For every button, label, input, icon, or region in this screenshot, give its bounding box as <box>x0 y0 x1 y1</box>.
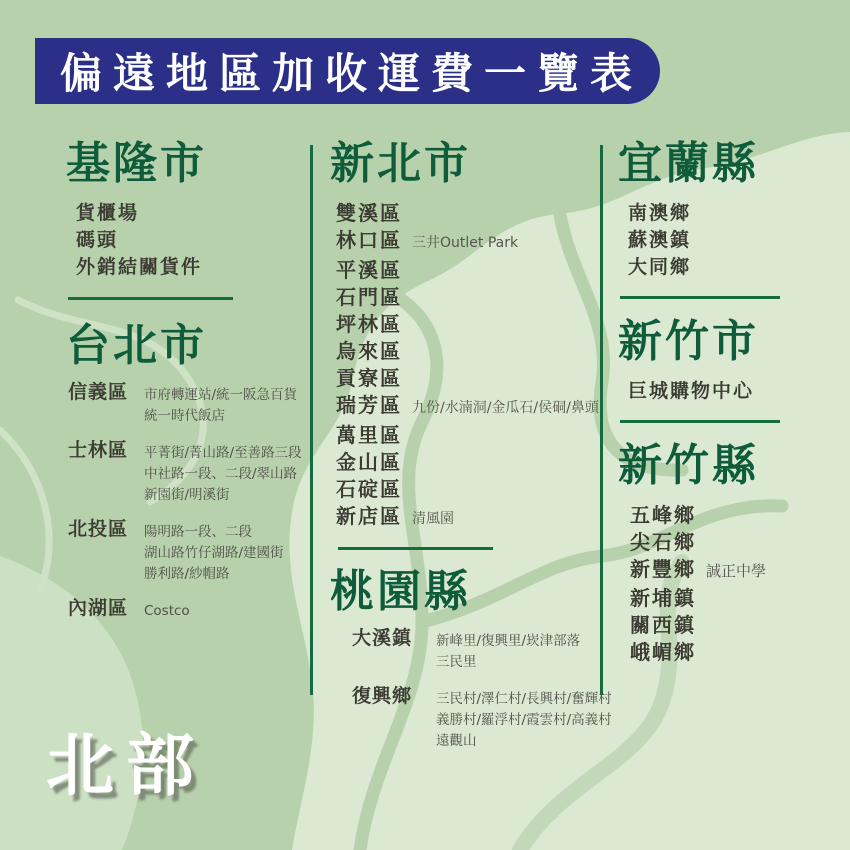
detail-line: 三民村/澤仁村/長興村/奮輝村 <box>436 690 612 707</box>
district-name: 士林區 <box>68 438 129 461</box>
district-detail <box>144 440 302 506</box>
detail-line: Costco <box>144 602 190 619</box>
column-keelung-taipei <box>66 138 312 635</box>
district-name: 烏來區 <box>336 338 402 363</box>
section-hsinchu-city <box>618 316 840 405</box>
detail-line: 勝利路/紗帽路 <box>144 565 230 582</box>
region-label: 北部 <box>46 727 207 806</box>
district-row-neihu <box>68 598 312 622</box>
district-note: 清風園 <box>412 510 454 527</box>
list-item: 外銷結關貨件 <box>76 255 203 278</box>
district-note: 誠正中學 <box>706 561 767 580</box>
district-row <box>330 200 598 227</box>
district-row <box>618 502 840 529</box>
list-item: 南澳鄉 <box>628 201 692 224</box>
detail-line: 新峰里/復興里/崁津部落 <box>436 632 581 649</box>
detail-line: 遠觀山 <box>436 732 477 749</box>
detail-line: 三民里 <box>436 653 477 670</box>
district-name: 萬里區 <box>336 422 402 447</box>
district-name: 平溪區 <box>336 257 402 282</box>
district-row <box>618 556 840 585</box>
district-row <box>330 338 598 365</box>
district-detail <box>144 519 284 585</box>
district-name: 瑞芳區 <box>336 392 402 417</box>
district-detail <box>436 686 612 752</box>
section-title-hsinchu-county: 新竹縣 <box>618 439 759 491</box>
section-title-taipei: 台北市 <box>66 319 207 371</box>
section-divider <box>68 297 233 300</box>
detail-line: 新園街/明溪街 <box>144 486 230 503</box>
district-row <box>330 449 598 476</box>
keelung-item-list <box>66 200 312 281</box>
district-name: 峨嵋鄉 <box>630 639 696 664</box>
detail-line: 中社路一段、二段/翠山路 <box>144 465 298 482</box>
page-title: 偏遠地區加收運費一覽表 <box>60 49 644 98</box>
district-name: 新豐鄉 <box>630 556 696 581</box>
section-title-new-taipei: 新北市 <box>330 138 471 189</box>
section-divider <box>338 547 493 550</box>
district-row <box>618 639 840 666</box>
district-row <box>330 365 598 392</box>
column-newtaipei-taoyuan <box>330 138 612 765</box>
detail-line: 陽明路一段、二段 <box>144 523 252 540</box>
district-row <box>330 392 598 422</box>
district-name: 五峰鄉 <box>630 502 696 527</box>
district-name: 信義區 <box>68 380 129 403</box>
section-divider <box>620 296 780 299</box>
district-name: 北投區 <box>68 517 129 540</box>
district-row <box>330 311 598 338</box>
district-row <box>330 476 598 503</box>
title-banner <box>35 38 660 104</box>
district-detail <box>436 628 580 673</box>
district-row-fuxing <box>332 684 612 752</box>
district-name: 復興鄉 <box>352 684 413 707</box>
section-title-yilan: 宜蘭縣 <box>618 138 759 189</box>
detail-line: 義勝村/羅浮村/霞雲村/高義村 <box>436 711 612 728</box>
district-name: 雙溪區 <box>336 200 402 225</box>
list-item: 巨城購物中心 <box>628 379 755 402</box>
district-row <box>330 503 598 533</box>
district-row-shilin <box>68 440 312 506</box>
detail-line: 統一時代飯店 <box>144 407 225 424</box>
district-row <box>618 529 840 556</box>
section-taoyuan <box>330 565 612 752</box>
section-yilan <box>618 138 840 281</box>
district-name: 新店區 <box>336 503 402 528</box>
hsinchu-city-item-list <box>618 378 840 405</box>
district-row <box>330 227 598 257</box>
district-row-beitou <box>68 519 312 585</box>
district-name: 石門區 <box>336 284 402 309</box>
detail-line: 平菁街/菁山路/至善路三段 <box>144 444 302 461</box>
section-title-keelung: 基隆市 <box>66 138 207 189</box>
district-row <box>618 585 840 612</box>
detail-line: 湖山路竹仔湖路/建國街 <box>144 544 284 561</box>
district-name: 林口區 <box>336 227 402 252</box>
list-item: 貨櫃場 <box>76 201 140 224</box>
section-keelung <box>66 138 312 281</box>
district-name: 內湖區 <box>68 596 129 619</box>
list-item: 蘇澳鎮 <box>628 228 692 251</box>
district-name: 大溪鎮 <box>352 626 413 649</box>
district-name: 貢寮區 <box>336 365 402 390</box>
detail-line: 市府轉運站/統一阪急百貨 <box>144 386 298 403</box>
section-new-taipei <box>330 138 598 533</box>
district-note: 三井Outlet Park <box>412 234 519 251</box>
column-yilan-hsinchu <box>618 138 840 666</box>
district-name: 尖石鄉 <box>630 529 696 554</box>
district-name: 石碇區 <box>336 476 402 501</box>
district-row <box>330 257 598 284</box>
section-hsinchu-county <box>618 440 840 666</box>
district-row-xinyi <box>68 382 312 427</box>
section-title-hsinchu-city: 新竹市 <box>618 315 759 367</box>
district-name: 金山區 <box>336 449 402 474</box>
district-name: 新埔鎮 <box>630 585 696 610</box>
district-row <box>330 422 598 449</box>
section-title-taoyuan: 桃園縣 <box>330 565 471 617</box>
district-detail <box>144 598 190 622</box>
list-item: 碼頭 <box>76 228 119 251</box>
district-name: 坪林區 <box>336 311 402 336</box>
district-name: 關西鎮 <box>630 612 696 637</box>
district-row <box>618 612 840 639</box>
section-taipei <box>66 320 312 622</box>
yilan-item-list <box>618 200 840 281</box>
list-item: 大同鄉 <box>628 255 692 278</box>
district-row-daxi <box>332 628 598 673</box>
district-row <box>330 284 598 311</box>
section-divider <box>620 420 780 423</box>
district-note: 九份/水湳洞/金瓜石/侯硐/鼻頭 <box>412 399 599 416</box>
column-divider-right <box>600 145 603 695</box>
district-detail <box>144 382 297 427</box>
